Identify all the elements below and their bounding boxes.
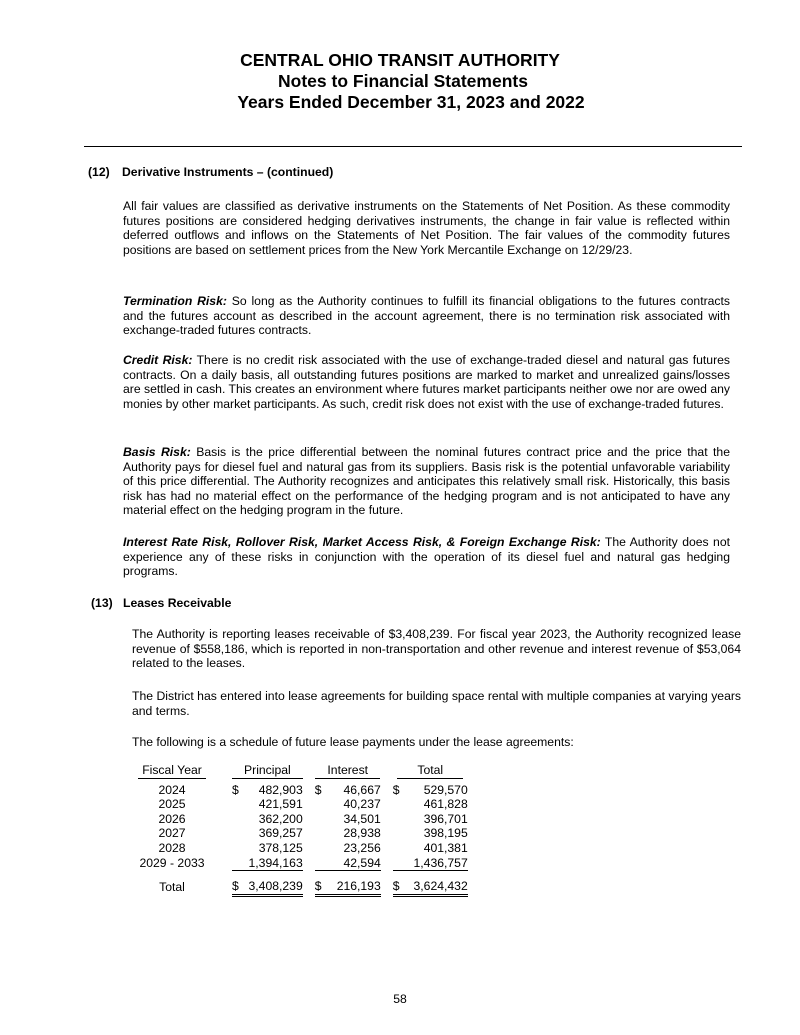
risk-text: Basis is the price differential between the nominal futures contract price and the price that the Authority pays for diesel fuel and natural gas from its suppliers. Basis risk is the potential unfavorable variability of this price differential. The Authority recognizes and anticipates this relatively small risk. Historically, this basis risk has had no material effect on the performance of the hedging program and is not anticipated to have any material effect on the hedging program in the future. — [123, 445, 730, 518]
org-name: CENTRAL OHIO TRANSIT AUTHORITY — [240, 50, 560, 70]
schedule-header-row — [124, 763, 468, 779]
section-12-title: Derivative Instruments – (continued) — [122, 165, 334, 179]
table-row — [124, 797, 468, 812]
principal-cell: 482,903 — [258, 782, 303, 797]
fiscal-year-cell: 2025 — [158, 797, 186, 812]
basis-risk-paragraph — [123, 445, 730, 518]
fiscal-year-cell: 2029 - 2033 — [139, 855, 205, 870]
currency-symbol: $ — [314, 782, 322, 797]
table-row — [124, 856, 468, 871]
risk-text: The Authority does not experience any of these risks in conjunction with the operation of its diesel fuel and natural gas hedging programs. — [123, 535, 730, 579]
reporting-period: Years Ended December 31, 2023 and 2022 — [237, 92, 585, 112]
interest-cell: 28,938 — [343, 826, 381, 841]
risk-lead: Basis Risk: — [123, 445, 191, 459]
total-cell: 529,570 — [423, 782, 468, 797]
page-header — [0, 50, 800, 113]
fiscal-year-cell: 2027 — [158, 826, 186, 841]
col-header-total: Total — [393, 763, 468, 779]
total-cell: 401,381 — [423, 840, 468, 855]
section-12-number: (12) — [88, 165, 110, 179]
termination-risk-paragraph — [123, 294, 730, 338]
leases-summary-paragraph: The Authority is reporting leases receivable of $3,408,239. For fiscal year 2023, the Authority recognized lease revenue of $558,186, which is reported in non-transportation and other revenue and interest revenue of $53,064 related to the leases. — [132, 627, 741, 671]
total-label: Total — [159, 879, 185, 894]
risk-lead: Interest Rate Risk, Rollover Risk, Market Access Risk, & Foreign Exchange Risk: — [123, 535, 601, 549]
principal-cell: 362,200 — [258, 811, 303, 826]
lease-agreements-paragraph: The District has entered into lease agreements for building space rental with multiple companies at varying years and terms. — [132, 689, 741, 718]
currency-symbol: $ — [392, 782, 400, 797]
lease-payment-schedule — [124, 763, 468, 897]
grand-total-cell: 3,624,432 — [407, 879, 468, 895]
interest-cell: 40,237 — [343, 797, 381, 812]
section-13-number: (13) — [91, 596, 113, 610]
section-12-heading — [88, 165, 333, 179]
col-header-interest: Interest — [315, 763, 381, 779]
schedule-intro-paragraph: The following is a schedule of future lease payments under the lease agreements: — [132, 735, 574, 749]
currency-symbol: $ — [393, 879, 407, 895]
section-12-intro: All fair values are classified as derivative instruments on the Statements of Net Position. As these commodity futures positions are considered hedging derivatives instruments, the change in fair value is reflected within deferred outflows and inflows on the Statements of Net Position. The fair values of the commodity futures positions are based on settlement prices from the New York Mercantile Exchange on 12/29/23. — [123, 199, 730, 257]
page-number: 58 — [393, 992, 407, 1006]
table-row — [124, 826, 468, 841]
other-risks-paragraph — [123, 535, 730, 579]
total-principal-cell: 3,408,239 — [246, 879, 303, 895]
total-row — [124, 879, 468, 895]
risk-text: There is no credit risk associated with the use of exchange-traded diesel and natural gas futures contracts. On a daily basis, all outstanding futures positions are marked to market and unrealized gains/losses are settled in cash. This creates an environment where futures market participants neither owe nor are owed any monies by other market participants. As such, credit risk does not exist with the use of exchange-traded futures. — [123, 353, 730, 411]
table-row — [124, 841, 468, 856]
header-divider — [84, 146, 742, 147]
table-row — [124, 783, 468, 798]
total-cell: 1,436,757 — [407, 856, 468, 871]
principal-cell: 369,257 — [258, 826, 303, 841]
section-13-title: Leases Receivable — [123, 596, 232, 610]
principal-cell: 378,125 — [258, 840, 303, 855]
risk-lead: Credit Risk: — [123, 353, 193, 367]
fiscal-year-cell: 2024 — [158, 782, 186, 797]
col-header-fiscal-year: Fiscal Year — [124, 763, 220, 779]
principal-cell: 1,394,163 — [246, 856, 303, 871]
section-13-heading — [91, 596, 231, 610]
fiscal-year-cell: 2028 — [158, 840, 186, 855]
total-cell: 396,701 — [423, 811, 468, 826]
currency-symbol: $ — [315, 879, 329, 895]
currency-symbol: $ — [232, 879, 246, 895]
credit-risk-paragraph — [123, 353, 730, 411]
risk-text: So long as the Authority continues to fulfill its financial obligations to the futures contracts and the futures account as described in the account agreement, there is no termination risk associated with exchange-traded futures contracts. — [123, 294, 731, 338]
total-cell: 398,195 — [423, 826, 468, 841]
interest-cell: 23,256 — [343, 840, 381, 855]
principal-cell: 421,591 — [258, 797, 303, 812]
total-cell: 461,828 — [423, 797, 468, 812]
col-header-principal: Principal — [232, 763, 303, 779]
risk-lead: Termination Risk: — [123, 294, 227, 308]
fiscal-year-cell: 2026 — [158, 811, 186, 826]
interest-cell: 46,667 — [343, 782, 381, 797]
currency-symbol: $ — [232, 782, 239, 797]
interest-cell: 42,594 — [329, 856, 381, 871]
table-row — [124, 812, 468, 827]
total-interest-cell: 216,193 — [329, 879, 381, 895]
document-title: Notes to Financial Statements — [278, 71, 528, 91]
interest-cell: 34,501 — [343, 811, 381, 826]
